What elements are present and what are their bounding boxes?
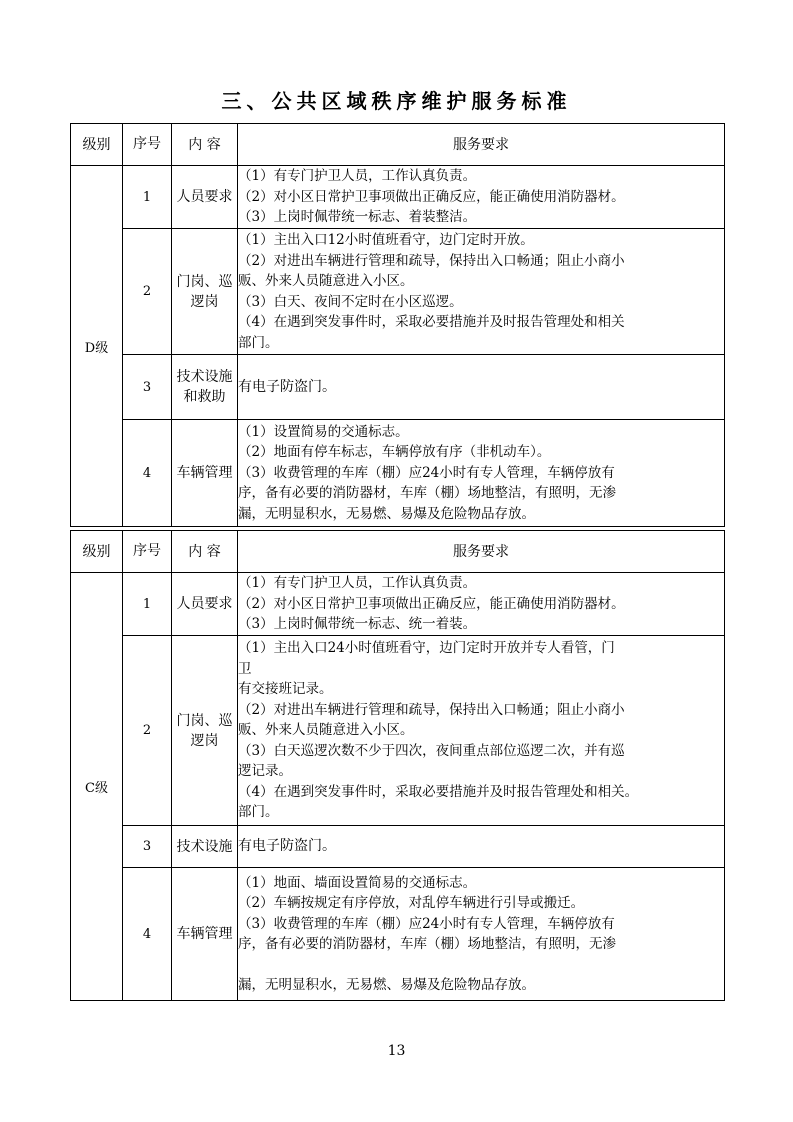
requirement-line: （3）上岗时佩带统一标志、着装整洁。: [238, 209, 477, 226]
header-seq: 序号: [123, 124, 172, 166]
requirement-line: （1）有专门护卫人员，工作认真负责。: [238, 575, 477, 592]
category-cell: 门岗、巡逻岗: [172, 229, 238, 355]
requirement-line: 部门。: [238, 334, 279, 351]
row-number: 4: [123, 420, 172, 527]
header-level: 级别: [71, 531, 123, 573]
requirement-line: 序，备有必要的消防器材，车库（棚）场地整洁，有照明，无渗: [238, 485, 616, 502]
requirement-line-blank: [238, 955, 724, 976]
requirement-line: 有交接班记录。: [238, 681, 333, 698]
category-cell: 门岗、巡逻岗: [172, 636, 238, 826]
table-row: [71, 573, 725, 636]
requirement-line: 部门。: [238, 804, 279, 821]
header-content: 内 容: [172, 531, 238, 573]
requirement-line: （4）在遇到突发事件时，采取必要措施并及时报告管理处和相关: [238, 314, 625, 330]
table-row: [71, 229, 725, 355]
requirement-line: 贩、外来人员随意进入小区。: [238, 273, 414, 289]
table-header-row: [71, 124, 725, 166]
table-row: [71, 420, 725, 527]
header-level: 级别: [71, 124, 123, 166]
row-number: 2: [123, 229, 172, 355]
row-number: 3: [123, 355, 172, 420]
requirement-line: （2）对小区日常护卫事项做出正确反应，能正确使用消防器材。: [238, 188, 625, 205]
requirements-cell: [238, 826, 725, 868]
row-number: 1: [123, 573, 172, 636]
requirements-cell: [238, 868, 725, 1001]
row-number: 2: [123, 636, 172, 826]
table-row: [71, 355, 725, 420]
requirement-line: 有电子防盗门。: [238, 838, 336, 855]
requirement-line: （3）收费管理的车库（棚）应24小时有专人管理，车辆停放有: [238, 464, 615, 481]
standards-table-d: [70, 123, 725, 527]
requirements-cell: [238, 573, 725, 636]
requirement-line: （2）地面有停车标志，车辆停放有序（非机动车）。: [238, 444, 551, 461]
requirement-line: （2）车辆按规定有序停放，对乱停车辆进行引导或搬迁。: [238, 895, 585, 911]
header-content: 内 容: [172, 124, 238, 166]
requirement-line: （1）主出入口12小时值班看守，边门定时开放。: [238, 232, 534, 248]
requirement-line: 有电子防盗门。: [238, 378, 336, 395]
requirement-line: （1）主出入口24小时值班看守，边门定时开放并专人看管，门: [238, 640, 615, 657]
requirement-line: （1）有专门护卫人员，工作认真负责。: [238, 168, 477, 185]
requirement-line: （3）收费管理的车库（棚）应24小时有专人管理，车辆停放有: [238, 915, 615, 932]
table-row: [71, 868, 725, 1001]
requirement-line: 漏，无明显积水，无易燃、易爆及危险物品存放。: [238, 977, 535, 993]
category-cell: 人员要求: [172, 573, 238, 636]
requirement-line: （4）在遇到突发事件时，采取必要措施并及时报告管理处和相关。: [238, 783, 639, 800]
category-cell: 技术设施和救助: [172, 355, 238, 420]
level-cell: C级: [71, 573, 123, 1001]
requirement-line: （3）上岗时佩带统一标志、统一着装。: [238, 616, 477, 633]
category-cell: 技术设施: [172, 826, 238, 868]
requirements-cell: [238, 166, 725, 229]
requirement-line: 序，备有必要的消防器材，车库（棚）场地整洁，有照明，无渗: [238, 936, 616, 952]
header-seq: 序号: [123, 531, 172, 573]
category-cell: 车辆管理: [172, 420, 238, 527]
level-cell: D级: [71, 166, 123, 527]
table-row: [71, 166, 725, 229]
requirement-line: （3）白天巡逻次数不少于四次，夜间重点部位巡逻二次，并有巡: [238, 742, 625, 759]
page-number: 13: [387, 1043, 406, 1059]
requirement-line: 漏，无明显积水，无易燃、易爆及危险物品存放。: [238, 505, 535, 522]
requirement-line: （2）对进出车辆进行管理和疏导，保持出入口畅通；阻止小商小: [238, 252, 625, 269]
category-cell: 车辆管理: [172, 868, 238, 1001]
requirement-line: （1）设置简易的交通标志。: [238, 423, 409, 440]
table-row: [71, 826, 725, 868]
row-number: 3: [123, 826, 172, 868]
requirement-line: 卫: [238, 660, 252, 677]
requirements-cell: [238, 355, 725, 420]
requirements-cell: [238, 229, 725, 355]
requirements-cell: [238, 420, 725, 527]
requirement-line: （1）地面、墙面设置简易的交通标志。: [238, 874, 477, 891]
category-cell: 人员要求: [172, 166, 238, 229]
requirement-line: 贩、外来人员随意进入小区。: [238, 722, 414, 739]
requirement-line: （2）对小区日常护卫事项做出正确反应，能正确使用消防器材。: [238, 595, 625, 612]
requirement-line: 逻记录。: [238, 763, 292, 780]
requirement-line: （2）对进出车辆进行管理和疏导，保持出入口畅通；阻止小商小: [238, 701, 625, 718]
requirements-cell: [238, 636, 725, 826]
standards-table-c: [70, 530, 725, 1001]
header-requirements: 服务要求: [238, 124, 725, 166]
table-header-row: [71, 531, 725, 573]
row-number: 4: [123, 868, 172, 1001]
page-title: 三、公共区域秩序维护服务标准: [221, 89, 572, 113]
row-number: 1: [123, 166, 172, 229]
header-requirements: 服务要求: [238, 531, 725, 573]
requirement-line: （3）白天、夜间不定时在小区巡逻。: [238, 293, 463, 310]
table-row: [71, 636, 725, 826]
